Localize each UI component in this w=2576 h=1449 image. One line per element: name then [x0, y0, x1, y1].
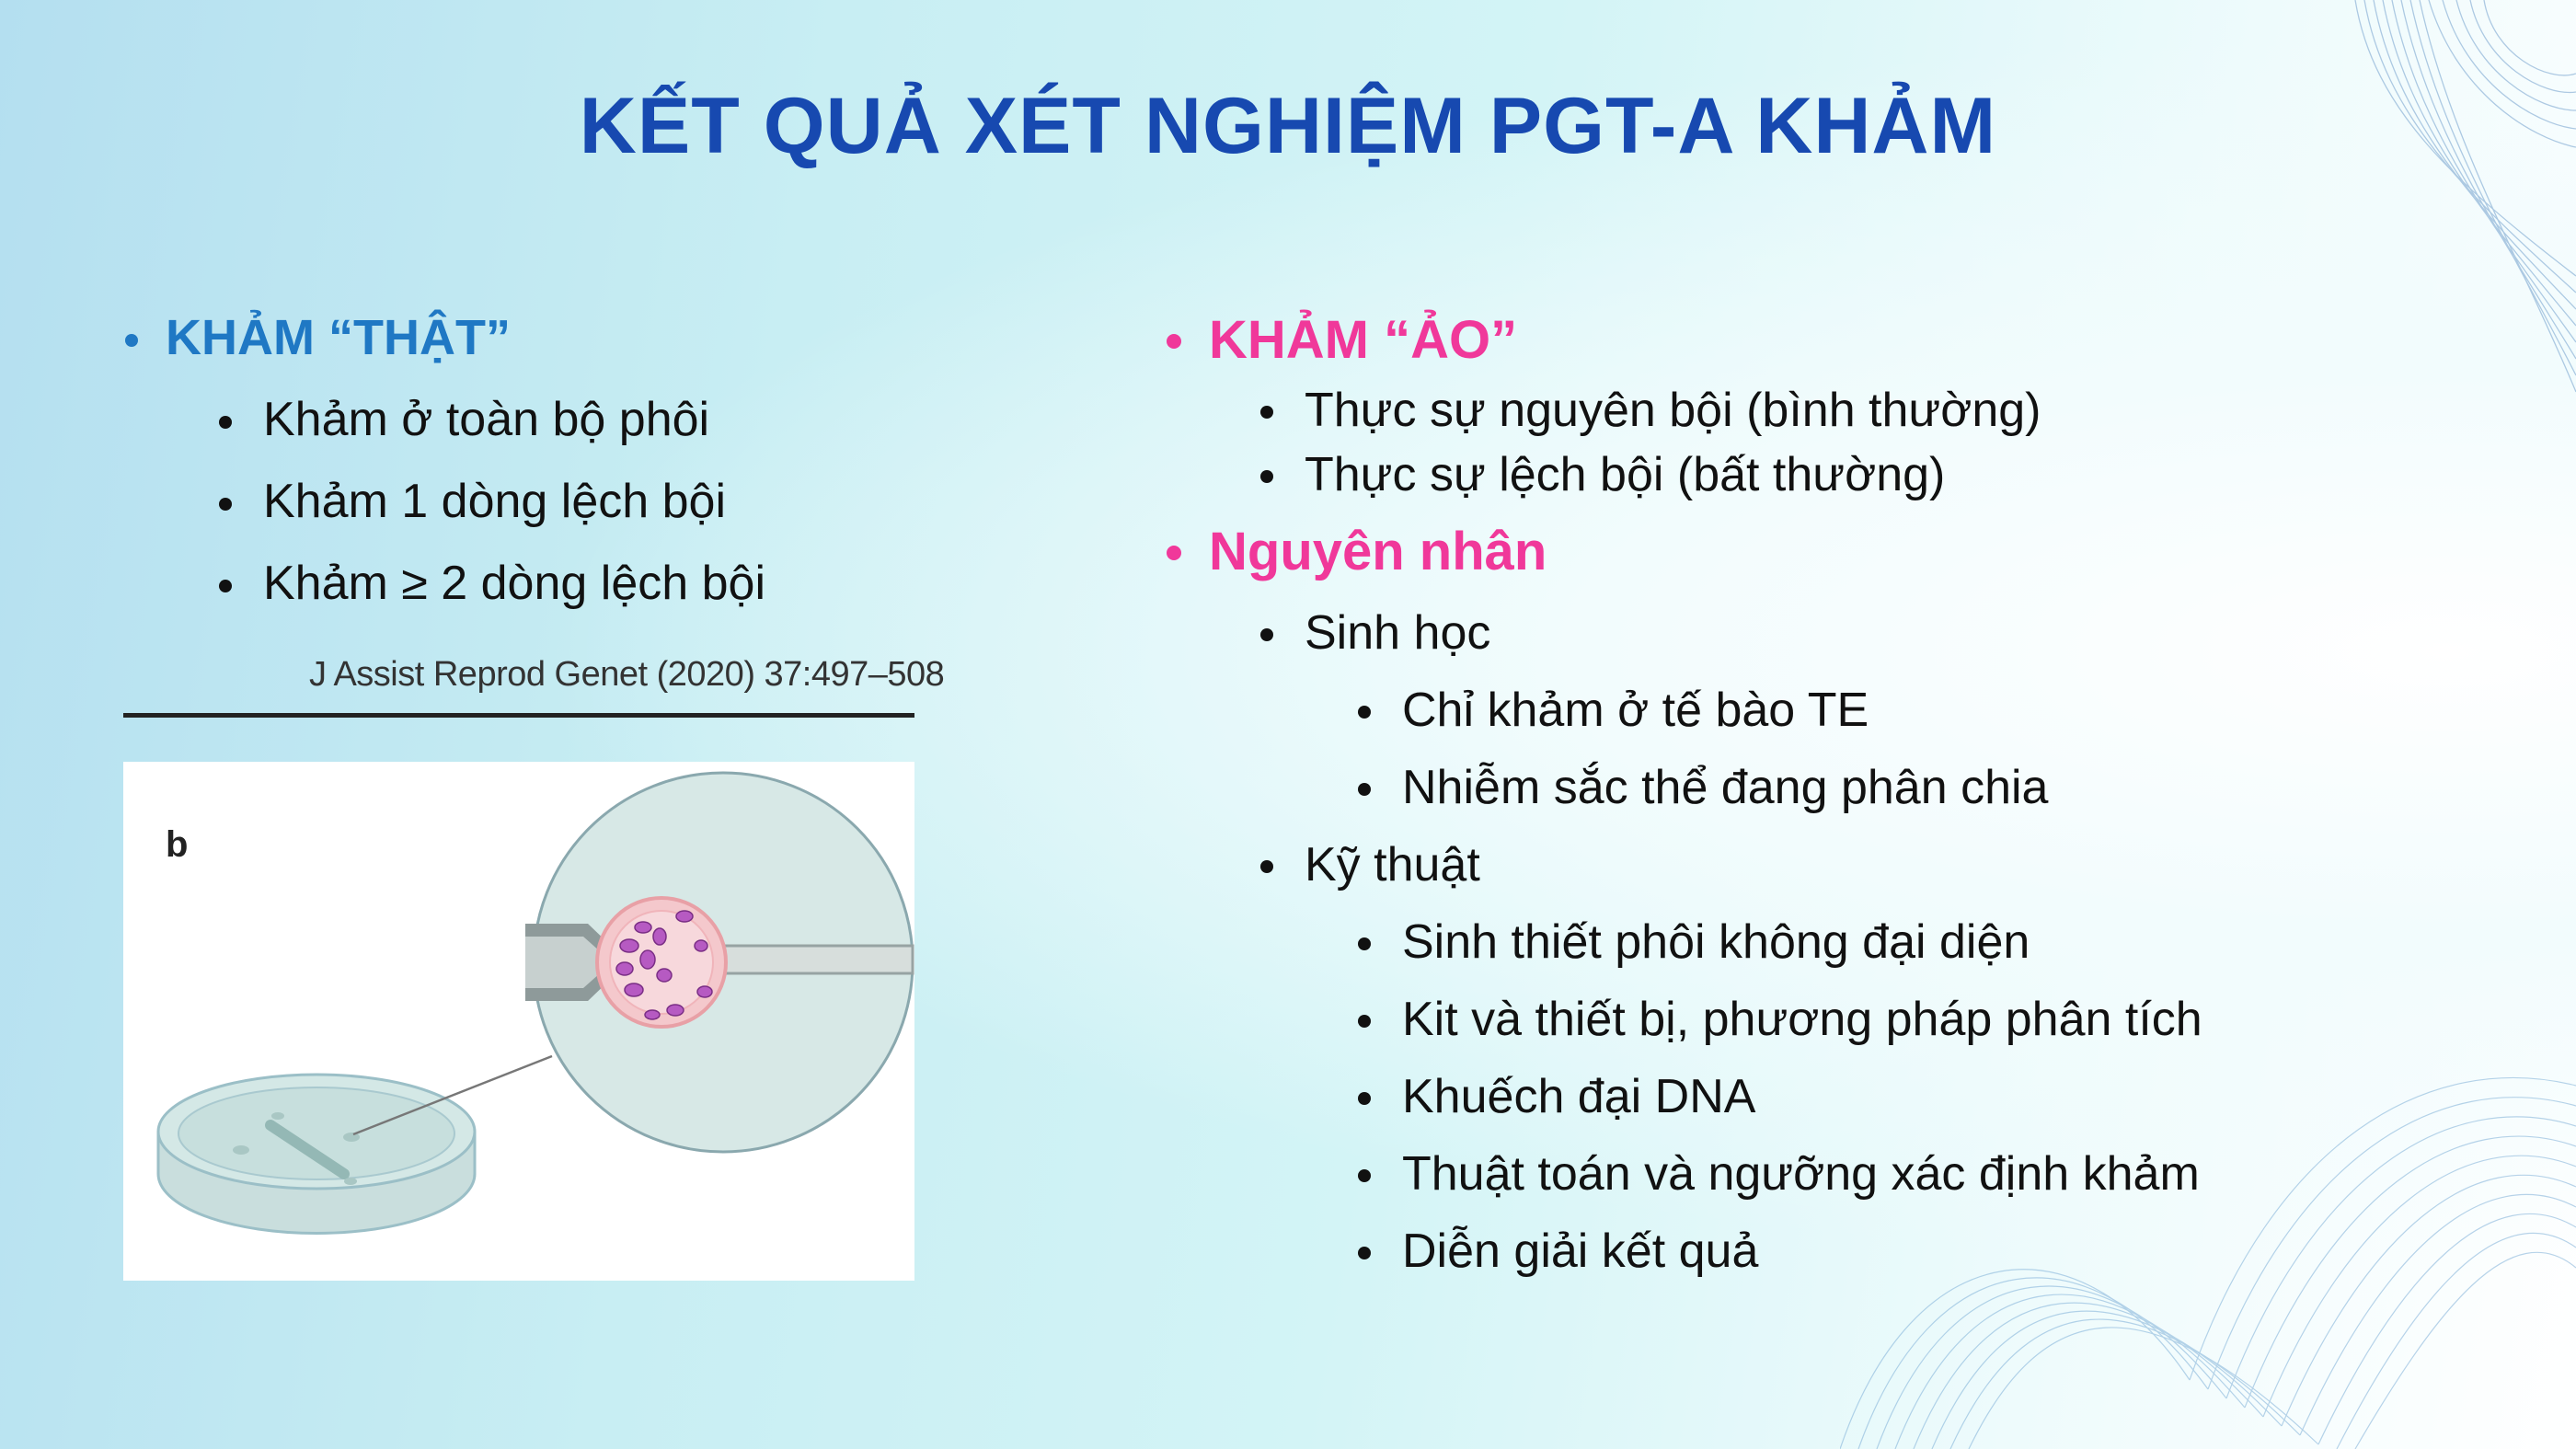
list-item-text: Khảm ở toàn bộ phôi — [263, 393, 710, 446]
bullet-icon — [1358, 1247, 1371, 1259]
right-group-2-items — [1402, 914, 2202, 1301]
list-item-text: Diễn giải kết quả — [1402, 1225, 1759, 1278]
right-heading-2: Nguyên nhân — [1209, 522, 1547, 581]
list-item — [1402, 1146, 2202, 1224]
right-heading-2-item — [1209, 521, 1547, 582]
list-item — [263, 392, 765, 474]
list-item-text: Sinh thiết phôi không đại diện — [1402, 915, 2030, 969]
bullet-icon — [219, 580, 232, 592]
list-item — [1305, 447, 2041, 512]
embryo-biopsy-figure — [123, 762, 914, 1281]
list-item-text: Thực sự lệch bội (bất thường) — [1305, 448, 1946, 501]
list-item-text: Thực sự nguyên bội (bình thường) — [1305, 384, 2041, 437]
bullet-icon — [125, 334, 138, 347]
left-heading-item — [166, 309, 511, 366]
list-item-text: Thuật toán và ngưỡng xác định khảm — [1402, 1147, 2200, 1201]
list-item-text: Kit và thiết bị, phương pháp phân tích — [1402, 993, 2202, 1046]
bullet-icon — [219, 416, 232, 429]
list-item-text: Khảm ≥ 2 dòng lệch bội — [263, 557, 765, 610]
right-group-2 — [1305, 837, 1480, 914]
bullet-icon — [1358, 783, 1371, 796]
left-list — [166, 309, 511, 366]
list-item — [1305, 383, 2041, 447]
right-sublist-1 — [1305, 383, 2041, 512]
bullet-icon — [1358, 937, 1371, 950]
list-item-text: Khảm 1 dòng lệch bội — [263, 475, 727, 528]
bullet-icon — [1260, 406, 1273, 419]
list-item-text: Nhiễm sắc thể đang phân chia — [1402, 761, 2049, 814]
magnified-view-icon — [525, 773, 913, 1152]
petri-dish-icon — [158, 1075, 475, 1234]
list-item — [1305, 837, 1480, 914]
citation: J Assist Reprod Genet (2020) 37:497–508 — [309, 655, 945, 694]
bullet-icon — [1358, 706, 1371, 719]
divider — [123, 713, 914, 718]
right-list-2 — [1209, 521, 1547, 582]
embryo-biopsy-illustration — [123, 762, 914, 1281]
list-item — [1402, 992, 2202, 1069]
right-group-1-items — [1402, 683, 2048, 837]
bullet-icon — [1358, 1092, 1371, 1105]
group-title: Kỹ thuật — [1305, 838, 1480, 891]
bullet-icon — [1260, 470, 1273, 483]
wire-mesh-top-decoration — [2318, 0, 2576, 405]
bullet-icon — [1260, 860, 1273, 873]
list-item — [1402, 914, 2202, 992]
left-heading: KHẢM “THẬT” — [166, 310, 511, 365]
right-group-1 — [1305, 605, 1490, 683]
list-item — [1402, 683, 2048, 760]
right-heading-1: KHẢM “ẢO” — [1209, 310, 1518, 370]
slide-title: KẾT QUẢ XÉT NGHIỆM PGT-A KHẢM — [579, 82, 1997, 170]
right-list-1 — [1209, 309, 1517, 371]
bullet-icon — [1167, 334, 1181, 349]
figure-label: b — [166, 824, 189, 865]
left-sublist — [263, 392, 765, 638]
right-heading-1-item — [1209, 309, 1517, 371]
list-item — [1402, 760, 2048, 837]
list-item — [263, 556, 765, 638]
list-item — [1402, 1224, 2202, 1301]
list-item-text: Khuếch đại DNA — [1402, 1070, 1756, 1123]
bullet-icon — [1167, 546, 1181, 560]
list-item — [263, 474, 765, 556]
bullet-icon — [1358, 1015, 1371, 1028]
group-title: Sinh học — [1305, 606, 1491, 660]
bullet-icon — [1260, 628, 1273, 641]
list-item — [1402, 1069, 2202, 1146]
list-item — [1305, 605, 1490, 683]
bullet-icon — [219, 498, 232, 511]
list-item-text: Chỉ khảm ở tế bào TE — [1402, 684, 1869, 737]
bullet-icon — [1358, 1169, 1371, 1182]
